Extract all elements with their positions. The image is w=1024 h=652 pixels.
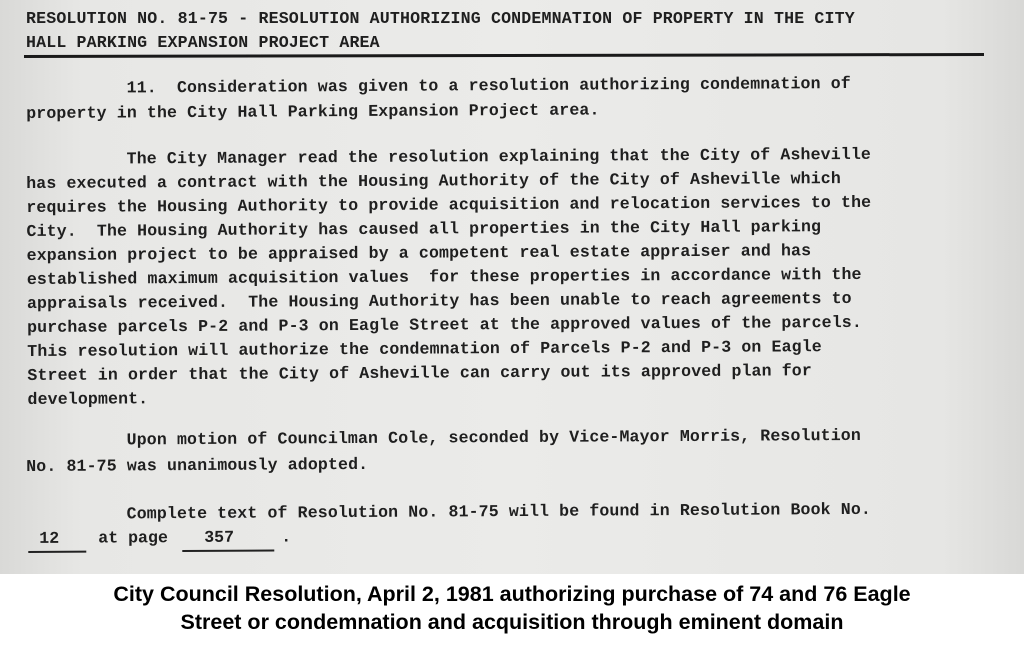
paragraph-line: expansion project to be appraised by a competent real estate appraiser and has (26, 241, 812, 265)
paragraph-line: 11. Consideration was given to a resolution authorizing condemnation of (26, 73, 851, 98)
paragraph-line: The City Manager read the resolution explaining that the City of Asheville (26, 144, 871, 169)
paragraph-line: requires the Housing Authority to provide acquisition and relocation services to the (26, 192, 872, 217)
paragraph-line: This resolution will authorize the condemnation of Parcels P-2 and P-3 on Eagle (27, 337, 822, 361)
paragraph-line: City. The Housing Authority has caused all properties in the City Hall parking (26, 217, 822, 241)
paragraph-line: Upon motion of Councilman Cole, seconded by Vice-Mayor Morris, Resolution (26, 425, 861, 450)
page-number: 357 (204, 527, 235, 547)
resolution-heading-line-2: HALL PARKING EXPANSION PROJECT AREA (26, 33, 380, 52)
book-number-blank (28, 551, 86, 553)
paragraph-line: Street in order that the City of Asheville can carry out its approved plan for (27, 361, 812, 385)
image-caption (0, 580, 1024, 636)
paragraph-line: purchase parcels P-2 and P-3 on Eagle Street at the approved values of the parcels. (27, 312, 862, 337)
page-number-blank (182, 549, 274, 551)
caption-line-1: City Council Resolution, April 2, 1981 authorizing purchase of 74 and 76 Eagle (113, 582, 911, 606)
paragraph-line: development. (27, 389, 149, 409)
heading-rule (24, 53, 984, 58)
at-page-label: at page (98, 528, 168, 548)
paragraph-line: No. 81-75 was unanimously adopted. (26, 454, 369, 476)
paragraph-line: property in the City Hall Parking Expansion Project area. (26, 100, 600, 123)
paragraph-line: appraisals received. The Housing Authority has been unable to reach agreements to (26, 288, 852, 313)
paragraph-line: Complete text of Resolution No. 81-75 will be found in Resolution Book No. (26, 499, 871, 524)
caption-line-2: Street or condemnation and acquisition through eminent domain (180, 610, 844, 634)
end-period: . (281, 527, 292, 547)
paragraph-line: has executed a contract with the Housing Authority of the City of Asheville which (26, 169, 841, 193)
book-number: 12 (39, 528, 60, 548)
resolution-heading-line-1: RESOLUTION NO. 81-75 - RESOLUTION AUTHORIZING CONDEMNATION OF PROPERTY IN THE CITY (26, 9, 855, 28)
paragraph-line: established maximum acquisition values for these properties in accordance with the (26, 264, 862, 289)
